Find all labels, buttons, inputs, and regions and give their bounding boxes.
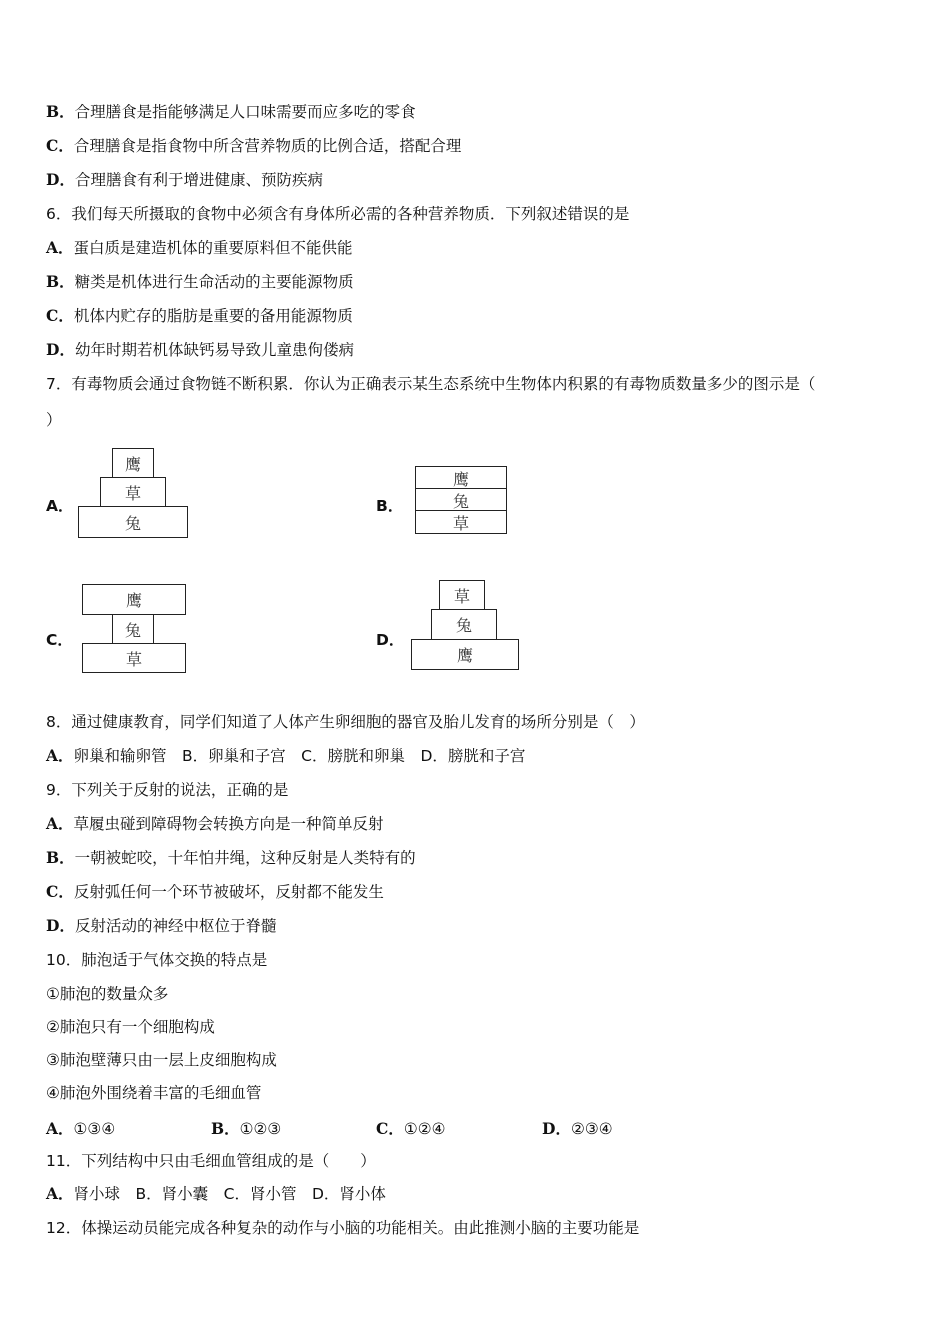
q7-label-d: D． bbox=[376, 631, 405, 649]
q10-statement-3: ③肺泡壁薄只由一层上皮细胞构成 bbox=[46, 1051, 277, 1069]
stack-top: 鹰 bbox=[415, 466, 507, 490]
pyramid-bottom: 兔 bbox=[78, 506, 188, 538]
q7-label-c: C． bbox=[46, 631, 73, 649]
pyramid-middle: 草 bbox=[100, 477, 166, 507]
q6-option-c: C．机体内贮存的脂肪是重要的备用能源物质 bbox=[46, 306, 353, 325]
pyramid-bottom: 鹰 bbox=[411, 639, 519, 670]
q7-label-a: A． bbox=[46, 497, 74, 515]
q11-stem: 11．下列结构中只由毛细血管组成的是（ ） bbox=[46, 1152, 376, 1170]
inverted-middle: 兔 bbox=[112, 614, 154, 644]
q7-figure-c bbox=[82, 584, 186, 674]
q10-stem: 10．肺泡适于气体交换的特点是 bbox=[46, 951, 268, 969]
q8-stem: 8．通过健康教育，同学们知道了人体产生卵细胞的器官及胎儿发育的场所分别是（ ） bbox=[46, 713, 645, 731]
q10-choice-a: A．①③④ bbox=[46, 1119, 116, 1138]
q6-option-b: B．糖类是机体进行生命活动的主要能源物质 bbox=[46, 272, 354, 291]
pyramid-top: 草 bbox=[439, 580, 485, 610]
q8-options: A．卵巢和输卵管 B．卵巢和子宫 C．膀胱和卵巢 D．膀胱和子宫 bbox=[46, 746, 526, 765]
q5-option-c: C．合理膳食是指食物中所含营养物质的比例合适，搭配合理 bbox=[46, 136, 462, 155]
q9-option-b: B．一朝被蛇咬，十年怕井绳，这种反射是人类特有的 bbox=[46, 848, 416, 867]
stack-bottom: 草 bbox=[415, 510, 507, 534]
q11-options: A．肾小球 B．肾小囊 C．肾小管 D．肾小体 bbox=[46, 1184, 386, 1203]
q9-stem: 9．下列关于反射的说法，正确的是 bbox=[46, 781, 289, 799]
q5-option-d: D．合理膳食有利于增进健康、预防疾病 bbox=[46, 170, 323, 189]
q6-option-a: A．蛋白质是建造机体的重要原料但不能供能 bbox=[46, 238, 353, 257]
q9-option-c: C．反射弧任何一个环节被破坏，反射都不能发生 bbox=[46, 882, 384, 901]
q7-figure-d bbox=[411, 580, 519, 672]
inverted-top: 鹰 bbox=[82, 584, 186, 615]
q10-statement-4: ④肺泡外围绕着丰富的毛细血管 bbox=[46, 1084, 262, 1102]
q10-statement-2: ②肺泡只有一个细胞构成 bbox=[46, 1018, 215, 1036]
inverted-bottom: 草 bbox=[82, 643, 186, 673]
q9-option-d: D．反射活动的神经中枢位于脊髓 bbox=[46, 916, 277, 935]
q10-choice-d: D．②③④ bbox=[542, 1119, 613, 1138]
q7-figure-a bbox=[78, 448, 188, 540]
stack-middle: 兔 bbox=[415, 488, 507, 512]
q7-label-b: B． bbox=[376, 497, 404, 515]
q7-figure-b bbox=[415, 466, 507, 536]
q6-option-d: D．幼年时期若机体缺钙易导致儿童患佝偻病 bbox=[46, 340, 354, 359]
q7-stem: 7．有毒物质会通过食物链不断积累．你认为正确表示某生态系统中生物体内积累的有毒物质数量多少的图示是（ bbox=[46, 375, 816, 393]
q10-choice-c: C．①②④ bbox=[376, 1119, 446, 1138]
q9-option-a: A．草履虫碰到障碍物会转换方向是一种简单反射 bbox=[46, 814, 384, 833]
pyramid-top: 鹰 bbox=[112, 448, 154, 478]
q10-choice-b: B．①②③ bbox=[211, 1119, 282, 1138]
q10-statement-1: ①肺泡的数量众多 bbox=[46, 985, 169, 1003]
q12-stem: 12．体操运动员能完成各种复杂的动作与小脑的功能相关。由此推测小脑的主要功能是 bbox=[46, 1219, 640, 1237]
pyramid-middle: 兔 bbox=[431, 609, 497, 640]
q6-stem: 6．我们每天所摄取的食物中必须含有身体所必需的各种营养物质．下列叙述错误的是 bbox=[46, 205, 630, 223]
q5-option-b: B．合理膳食是指能够满足人口味需要而应多吃的零食 bbox=[46, 102, 416, 121]
q7-stem-end: ） bbox=[46, 411, 62, 429]
